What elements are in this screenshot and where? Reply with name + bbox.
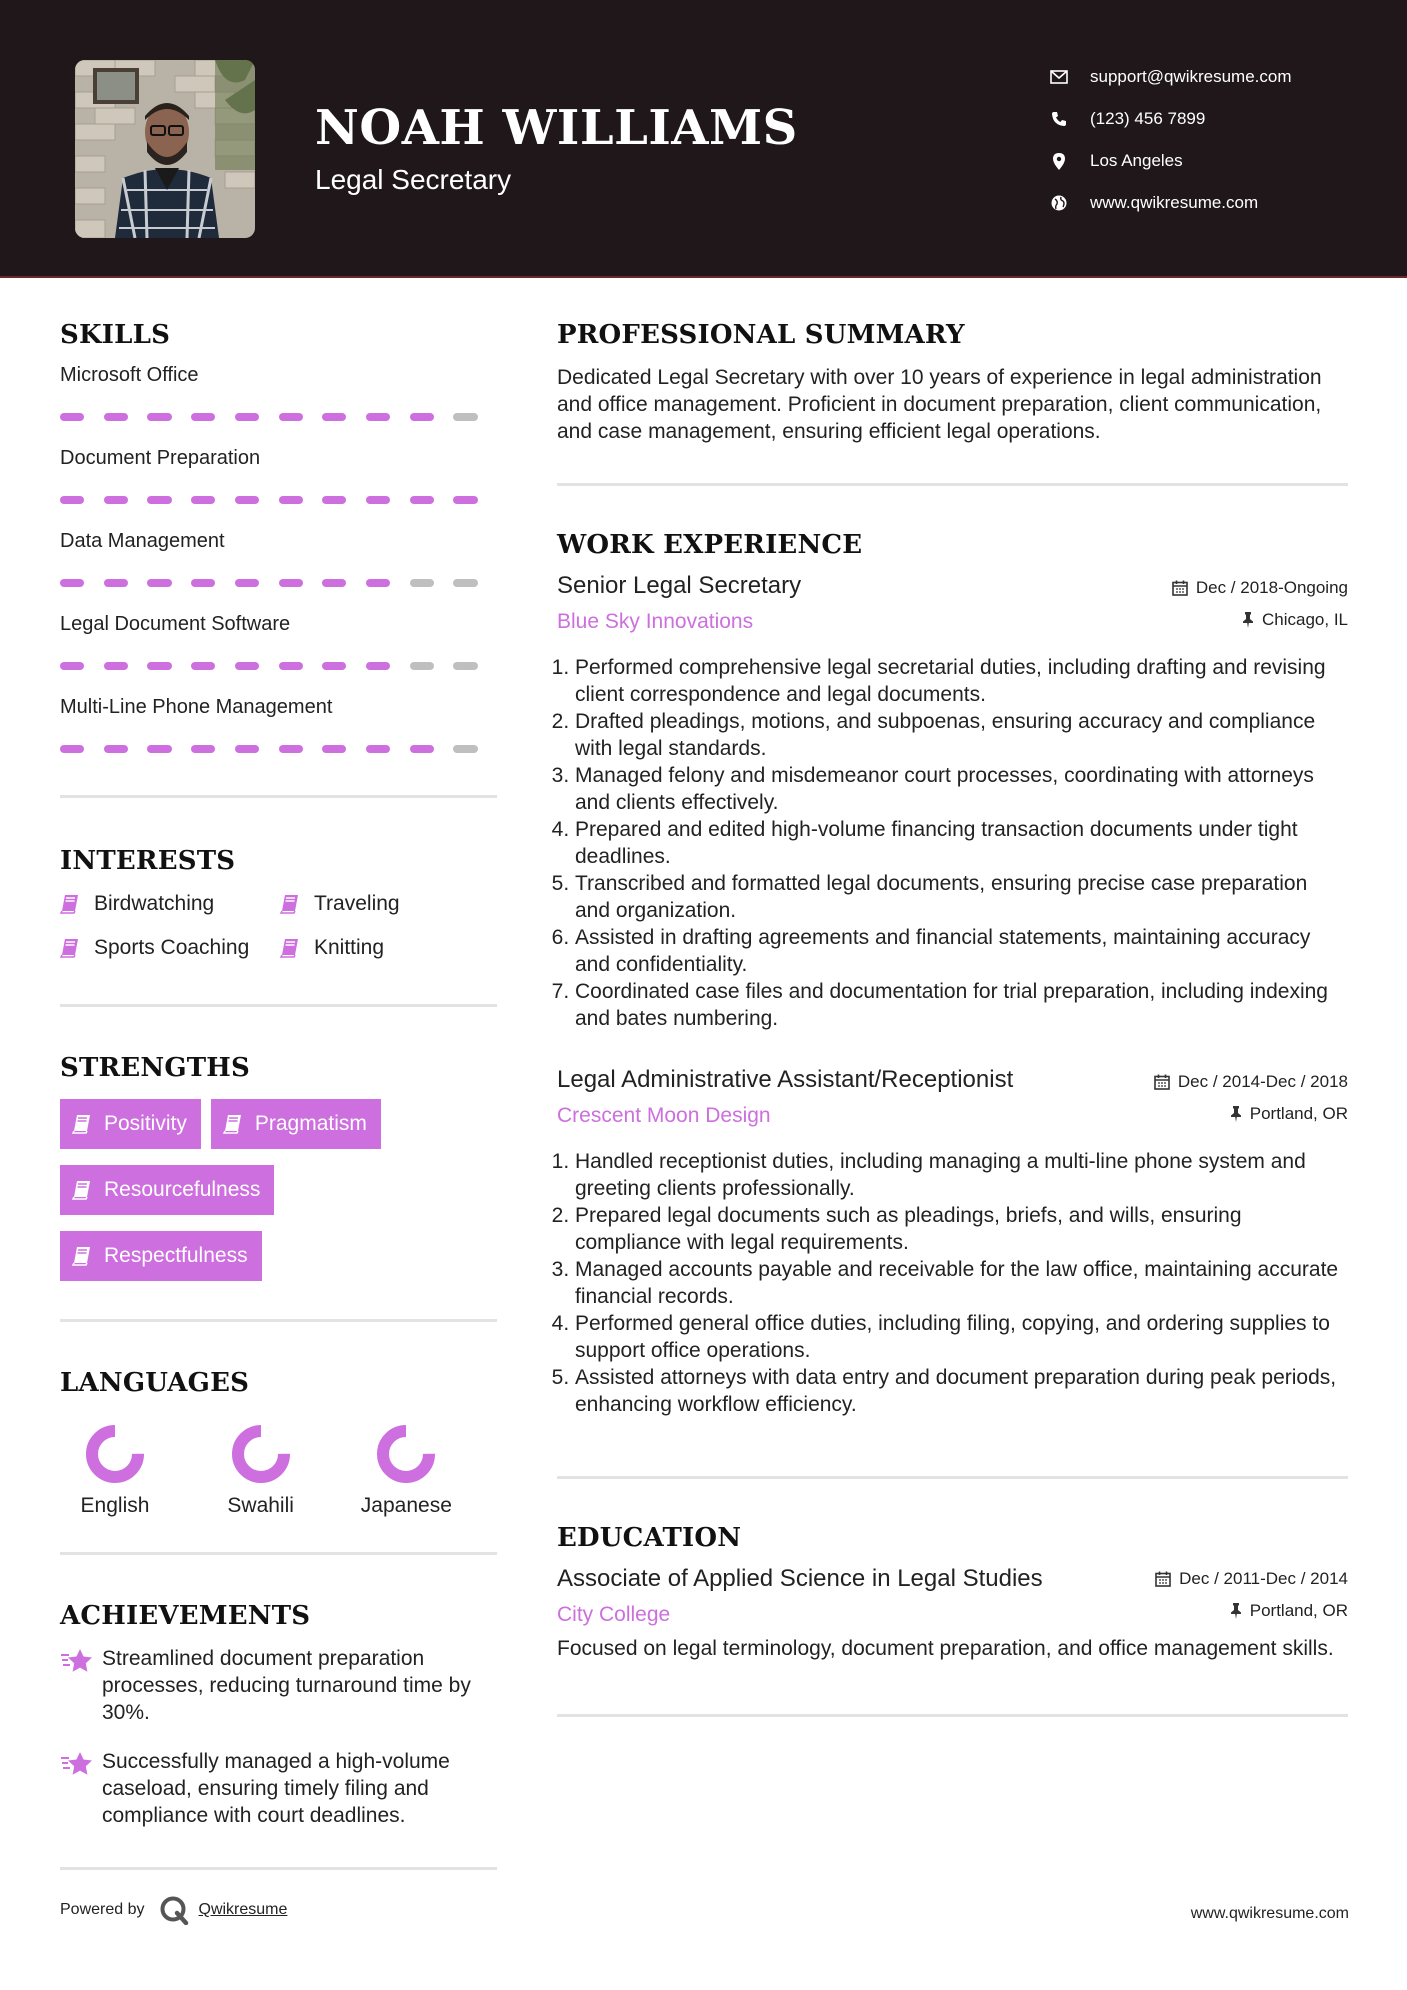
- footer-powered-by: Powered by Qwikresume: [60, 1895, 287, 1925]
- section-divider: [557, 483, 1348, 486]
- job-title: Senior Legal Secretary: [557, 572, 802, 599]
- skill-dash-filled: [60, 413, 84, 421]
- skill-dash-filled: [191, 413, 215, 421]
- language-name: English: [80, 1494, 150, 1517]
- candidate-title: Legal Secretary: [315, 164, 512, 195]
- school-name: City College: [557, 1603, 671, 1626]
- skill-dash-filled: [147, 413, 171, 421]
- envelope-icon: [1050, 68, 1068, 86]
- left-column: [60, 320, 497, 1870]
- pushpin-icon: [1230, 1106, 1242, 1122]
- language-level-ring: [85, 1424, 145, 1484]
- education-date: Dec / 2011-Dec / 2014: [1155, 1569, 1348, 1589]
- skill-dash-filled: [322, 745, 346, 753]
- job-entry: [557, 1066, 1348, 1418]
- skill-name: Legal Document Software: [60, 613, 291, 635]
- skills-list: [60, 364, 497, 753]
- right-column: [557, 320, 1348, 1717]
- duties-list: [557, 1148, 1348, 1418]
- skill-level-bar: [60, 413, 497, 421]
- resume-header: [0, 0, 1407, 278]
- section-divider: [60, 1004, 497, 1007]
- star-icon: [60, 1647, 94, 1675]
- achievements-heading: ACHIEVEMENTS: [60, 1601, 311, 1631]
- skill-dash-filled: [235, 496, 259, 504]
- achievement-item: Successfully managed a high-volume caseload, ensuring timely filing and compliance with court deadlines.: [60, 1748, 497, 1829]
- skill-dash-filled: [322, 579, 346, 587]
- skill-dash-filled: [191, 745, 215, 753]
- qwikresume-link[interactable]: Qwikresume: [198, 1901, 288, 1918]
- education-heading: EDUCATION: [557, 1523, 742, 1553]
- skill-dash-empty: [453, 662, 477, 670]
- duty-item: 7. Coordinated case files and documentation for trial preparation, including indexing and bates numbering.: [575, 978, 1348, 1032]
- interests-heading: INTERESTS: [60, 846, 236, 876]
- summary-heading: PROFESSIONAL SUMMARY: [557, 320, 965, 350]
- language-level-arc: [238, 1431, 284, 1477]
- section-divider: [60, 1552, 497, 1555]
- language-level-ring: [376, 1424, 436, 1484]
- skill-dash-filled: [366, 496, 390, 504]
- skill-dash-filled: [235, 413, 259, 421]
- skill-dash-filled: [279, 413, 303, 421]
- skill-level-bar: [60, 745, 497, 753]
- skill-item: [60, 364, 497, 421]
- job-location: Chicago, IL: [1242, 610, 1348, 630]
- duty-item: 2. Drafted pleadings, motions, and subpoenas, ensuring accuracy and compliance with legal standards.: [575, 708, 1348, 762]
- duty-item: 5. Assisted attorneys with data entry and document preparation during peak periods, enhancing workflow efficiency.: [575, 1364, 1348, 1418]
- book-icon: [223, 1114, 243, 1134]
- language-level-arc: [383, 1431, 429, 1477]
- languages-heading: LANGUAGES: [60, 1368, 250, 1398]
- skill-dash-filled: [410, 745, 434, 753]
- book-icon: [280, 894, 300, 914]
- candidate-name: NOAH WILLIAMS: [315, 100, 798, 156]
- skill-dash-filled: [104, 413, 128, 421]
- job-entry: [557, 572, 1348, 1032]
- skill-dash-filled: [60, 496, 84, 504]
- job-date: Dec / 2014-Dec / 2018: [1154, 1072, 1348, 1092]
- book-icon: [280, 938, 300, 958]
- skill-item: [60, 447, 497, 504]
- language-name: Japanese: [360, 1494, 452, 1517]
- skill-dash-filled: [366, 579, 390, 587]
- pushpin-icon: [1242, 612, 1254, 628]
- contact-location: Los Angeles: [1050, 140, 1390, 182]
- skill-dash-filled: [366, 745, 390, 753]
- skill-item: [60, 530, 497, 587]
- strength-tag: Resourcefulness: [60, 1165, 274, 1215]
- skill-dash-filled: [147, 745, 171, 753]
- profile-photo: [75, 60, 255, 238]
- skill-dash-filled: [104, 745, 128, 753]
- interest-item: Birdwatching: [60, 892, 280, 916]
- section-divider: [60, 795, 497, 798]
- calendar-icon: [1154, 1074, 1170, 1090]
- interests-list: [60, 892, 497, 960]
- skill-dash-empty: [453, 745, 477, 753]
- globe-icon: [1050, 194, 1068, 212]
- duties-list: [557, 654, 1348, 1032]
- map-pin-icon: [1050, 152, 1068, 170]
- footer-url[interactable]: www.qwikresume.com: [1190, 1905, 1349, 1922]
- skill-dash-empty: [410, 579, 434, 587]
- interest-item: Knitting: [280, 936, 480, 960]
- languages-list: [60, 1424, 497, 1518]
- language-item: [206, 1424, 352, 1518]
- star-icon: [60, 1750, 94, 1778]
- skill-dash-filled: [60, 745, 84, 753]
- book-icon: [60, 938, 80, 958]
- skill-dash-filled: [322, 496, 346, 504]
- skill-dash-filled: [279, 579, 303, 587]
- skill-name: Data Management: [60, 530, 225, 552]
- interest-item: Traveling: [280, 892, 480, 916]
- skill-dash-filled: [322, 662, 346, 670]
- skill-dash-filled: [191, 579, 215, 587]
- education-description: Focused on legal terminology, document preparation, and office management skills.: [557, 1637, 1334, 1660]
- skill-dash-filled: [366, 413, 390, 421]
- calendar-icon: [1172, 580, 1188, 596]
- skill-dash-filled: [410, 413, 434, 421]
- skill-level-bar: [60, 496, 497, 504]
- strength-tag: Positivity: [60, 1099, 201, 1149]
- skill-item: [60, 613, 497, 670]
- skill-name: Document Preparation: [60, 447, 261, 469]
- calendar-icon: [1155, 1571, 1171, 1587]
- skill-dash-filled: [279, 662, 303, 670]
- duty-item: 1. Performed comprehensive legal secretarial duties, including drafting and revising client correspondence and legal documents.: [575, 654, 1348, 708]
- skill-dash-filled: [147, 662, 171, 670]
- contact-phone[interactable]: (123) 456 7899: [1050, 98, 1390, 140]
- skill-dash-filled: [191, 496, 215, 504]
- language-name: Swahili: [227, 1494, 294, 1517]
- skills-heading: SKILLS: [60, 320, 171, 350]
- experience-heading: WORK EXPERIENCE: [557, 530, 863, 560]
- company-name: Blue Sky Innovations: [557, 610, 754, 633]
- language-level-ring: [231, 1424, 291, 1484]
- skill-dash-filled: [322, 413, 346, 421]
- contact-website[interactable]: www.qwikresume.com: [1050, 182, 1390, 224]
- education-location: Portland, OR: [1230, 1601, 1348, 1621]
- section-divider: [60, 1867, 497, 1870]
- education-entry: [557, 1565, 1348, 1662]
- phone-icon: [1050, 110, 1068, 128]
- degree-title: Associate of Applied Science in Legal Studies: [557, 1565, 1043, 1592]
- interest-item: Sports Coaching: [60, 936, 280, 960]
- skill-dash-filled: [410, 496, 434, 504]
- language-item: [351, 1424, 497, 1518]
- strengths-heading: STRENGTHS: [60, 1053, 251, 1083]
- language-item: [60, 1424, 206, 1518]
- job-title: Legal Administrative Assistant/Receptionist: [557, 1066, 1014, 1093]
- duty-item: 6. Assisted in drafting agreements and financial statements, maintaining accuracy and confidentiality.: [575, 924, 1348, 978]
- duty-item: 4. Prepared and edited high-volume financing transaction documents under tight deadlines.: [575, 816, 1348, 870]
- duty-item: 1. Handled receptionist duties, including managing a multi-line phone system and greeting clients professionally.: [575, 1148, 1348, 1202]
- book-icon: [72, 1246, 92, 1266]
- skill-dash-filled: [235, 745, 259, 753]
- skill-dash-filled: [279, 496, 303, 504]
- skill-item: [60, 696, 497, 753]
- skill-dash-filled: [147, 579, 171, 587]
- skill-level-bar: [60, 662, 497, 670]
- pushpin-icon: [1230, 1603, 1242, 1619]
- skill-dash-filled: [453, 496, 477, 504]
- duty-item: 5. Transcribed and formatted legal documents, ensuring precise case preparation and organization.: [575, 870, 1348, 924]
- book-icon: [60, 894, 80, 914]
- skill-dash-filled: [60, 579, 84, 587]
- language-level-arc: [92, 1431, 138, 1477]
- book-icon: [72, 1180, 92, 1200]
- strength-tag: Pragmatism: [211, 1099, 381, 1149]
- skill-dash-filled: [104, 579, 128, 587]
- achievements-list: [60, 1645, 497, 1829]
- skill-dash-empty: [453, 413, 477, 421]
- contact-list: [1050, 56, 1390, 224]
- summary-text: Dedicated Legal Secretary with over 10 years of experience in legal administration and office management. Proficient in document preparation, client communication, and case management, ensuring efficient legal operations.: [557, 366, 1322, 443]
- skill-name: Microsoft Office: [60, 364, 199, 386]
- skill-dash-empty: [453, 579, 477, 587]
- skill-dash-filled: [104, 662, 128, 670]
- company-name: Crescent Moon Design: [557, 1104, 771, 1127]
- contact-email[interactable]: support@qwikresume.com: [1050, 56, 1390, 98]
- skill-dash-filled: [147, 496, 171, 504]
- skill-dash-filled: [235, 662, 259, 670]
- skill-dash-empty: [410, 662, 434, 670]
- qwikresume-logo-icon: [159, 1895, 189, 1925]
- section-divider: [557, 1714, 1348, 1717]
- section-divider: [60, 1319, 497, 1322]
- duty-item: 3. Managed accounts payable and receivable for the law office, maintaining accurate financial records.: [575, 1256, 1348, 1310]
- skill-name: Multi-Line Phone Management: [60, 696, 333, 718]
- skill-level-bar: [60, 579, 497, 587]
- job-location: Portland, OR: [1230, 1104, 1348, 1124]
- section-divider: [557, 1476, 1348, 1479]
- skill-dash-filled: [104, 496, 128, 504]
- book-icon: [72, 1114, 92, 1134]
- strengths-list: [60, 1099, 497, 1297]
- duty-item: 3. Managed felony and misdemeanor court processes, coordinating with attorneys and clients effectively.: [575, 762, 1348, 816]
- job-date: Dec / 2018-Ongoing: [1172, 578, 1348, 598]
- duty-item: 4. Performed general office duties, including filing, copying, and ordering supplies to support office operations.: [575, 1310, 1348, 1364]
- duty-item: 2. Prepared legal documents such as pleadings, briefs, and wills, ensuring compliance with legal requirements.: [575, 1202, 1348, 1256]
- strength-tag: Respectfulness: [60, 1231, 262, 1281]
- skill-dash-filled: [235, 579, 259, 587]
- skill-dash-filled: [279, 745, 303, 753]
- skill-dash-filled: [191, 662, 215, 670]
- skill-dash-filled: [366, 662, 390, 670]
- achievement-item: Streamlined document preparation processes, reducing turnaround time by 30%.: [60, 1645, 497, 1726]
- skill-dash-filled: [60, 662, 84, 670]
